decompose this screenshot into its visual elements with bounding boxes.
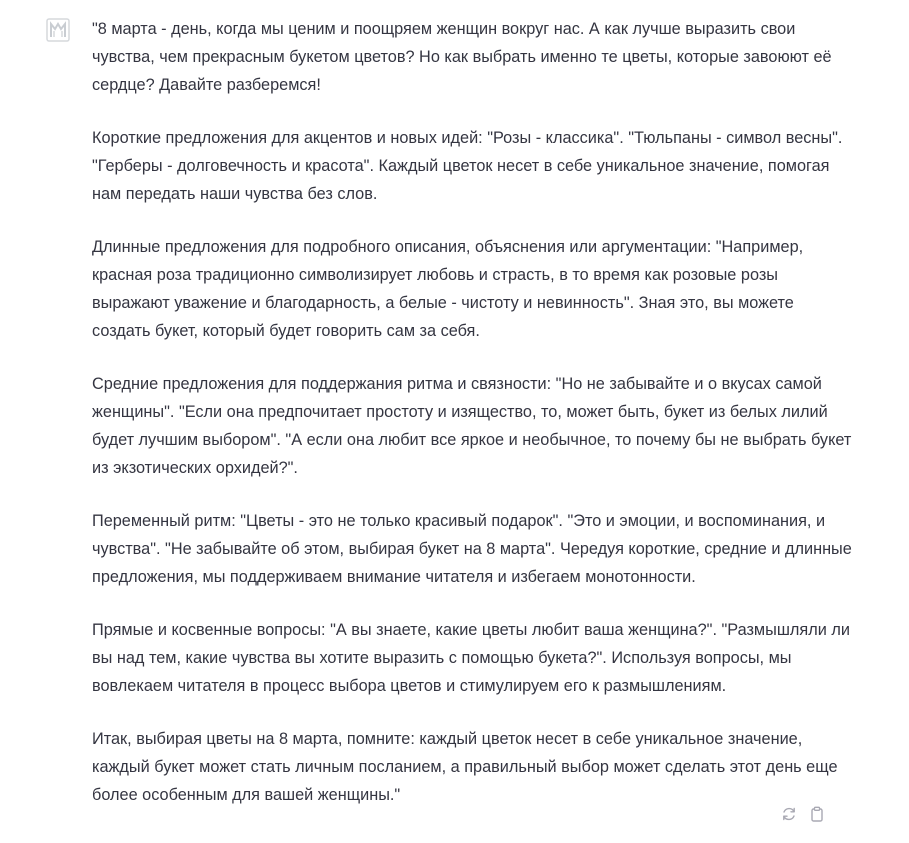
assistant-logo-icon [46,18,70,42]
assistant-message [92,15,852,834]
message-paragraph: Средние предложения для поддержания ритма и связности: "Но не забывайте и о вкусах самой женщины". "Если она предпочитает простоту и изящество, то, может быть, букет из белых лилий будет лучшим выбором". "А если она любит все яркое и необычное, то почему бы не выбрать букет из экзотических орхидей?". [92,375,852,477]
message-paragraph: Переменный ритм: "Цветы - это не только красивый подарок". "Это и эмоции, и воспоминания, и чувства". "Не забывайте об этом, выбирая букет на 8 марта". Чередуя короткие, средние и длинные предложения, мы поддерживаем внимание читателя и избегаем монотонности. [92,512,852,586]
message-paragraph: Длинные предложения для подробного описания, объяснения или аргументации: "Например, красная роза традиционно символизирует любовь и страсть, в то время как розовые розы выражают уважение и благодарность, а белые - чистоту и невинность". Зная это, вы можете создать букет, который будет говорить сам за себя. [92,238,804,340]
message-paragraph: "8 марта - день, когда мы ценим и поощряем женщин вокруг нас. А как лучше выразить свои чувства, чем прекрасным букетом цветов? Но как выбрать именно те цветы, которые завоюют её сердце? Давайте разберемся! [92,20,832,94]
refresh-icon [781,806,797,822]
clipboard-icon [809,806,825,822]
regenerate-button[interactable] [780,805,798,823]
message-paragraph: Короткие предложения для акцентов и новых идей: "Розы - классика". "Тюльпаны - символ весны". "Герберы - долговечность и красота". Каждый цветок несет в себе уникальное значение, помогая нам передать наши чувства без слов. [92,129,843,203]
message-paragraph: Прямые и косвенные вопросы: "А вы знаете, какие цветы любит ваша женщина?". "Размышляли ли вы над тем, какие чувства вы хотите выразить с помощью букета?". Используя вопросы, мы вовлекаем читателя в процесс выбора цветов и стимулируем его к размышлениям. [92,621,850,695]
assistant-avatar [46,18,70,42]
message-paragraph: Итак, выбирая цветы на 8 марта, помните: каждый цветок несет в себе уникальное значение, каждый букет может стать личным посланием, а правильный выбор может сделать этот день еще более особенным для вашей женщины." [92,730,838,804]
message-actions [780,805,826,823]
copy-button[interactable] [808,805,826,823]
